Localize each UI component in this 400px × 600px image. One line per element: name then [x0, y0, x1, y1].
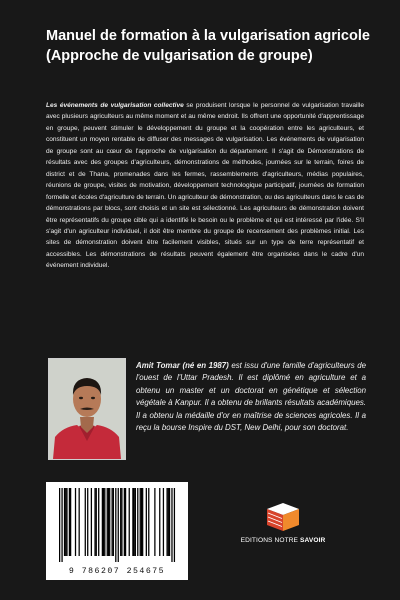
barcode-bar	[129, 488, 130, 556]
barcode-bar	[66, 488, 67, 556]
author-photo	[48, 358, 126, 460]
publisher-name	[232, 537, 334, 544]
barcode-bar	[102, 488, 103, 556]
barcode-bar	[168, 488, 169, 556]
author-bio	[136, 360, 366, 434]
barcode-bar	[174, 488, 175, 562]
barcode-bar	[142, 488, 143, 556]
isbn-number: 9 786207 254675	[68, 567, 166, 576]
barcode-bar	[154, 488, 155, 556]
barcode-bar	[87, 488, 88, 556]
barcode-bar	[169, 488, 170, 556]
barcode-bar	[75, 488, 76, 556]
barcode-bar	[137, 488, 138, 556]
barcode-bar	[112, 488, 113, 556]
barcode-bar	[166, 488, 167, 556]
barcode-bar	[113, 488, 114, 556]
barcode-bar	[61, 488, 62, 562]
description-lead: Les événements de vulgarisation collective	[46, 102, 184, 109]
barcode-bar	[65, 488, 66, 556]
back-cover-description	[46, 100, 364, 272]
barcode-bar	[171, 488, 172, 562]
description-text: se produisent lorsque le personnel de vulgarisation travaille avec plusieurs agriculteurs au même moment et au même endroit. Ils offrent une opportunité d'apprentissage en groupe, peuvent stimuler le développement du groupe et la coopération entre les agriculteurs, et constituent un moyen rentable de diffuser des messages de vulgarisation. Les événements de vulgarisation de groupe sont au cœur de l'approche de vulgarisation du département. Il s'agit de Démonstrations de résultats avec des groupes d'agriculteurs, démonstrations de méthodes, journées sur le terrain, foires de district et de Thana, promenades dans les fermes, rassemblements d'agriculteurs, médias populaires, réunions de groupe, visites de motivation, développement technologique participatif, journées de formation formelle et écoles d'agriculture de terrain. Un agriculteur de démonstration, ou des agriculteurs dans le cas de démonstrations par blocs, sont choisis et un site est sélectionné. Les agriculteurs de démonstration doivent être représentatifs du groupe cible qui a identifié le besoin ou le problème et qui est intéressé par l'idée. S'il s'agit d'un agriculteur individuel, il doit être membre du groupe de recensement des problèmes initial. Les sites de démonstration doivent être facilement visibles, situés sur un type de terre représentatif et accessibles. Les démonstrations de résultats peuvent également être organisées dans le cadre d'un événement individuel.	[46, 102, 364, 270]
barcode-bar	[118, 488, 119, 562]
barcode-bar	[140, 488, 141, 556]
barcode-bar	[115, 488, 116, 562]
barcode-bar	[64, 488, 65, 556]
barcode-bar	[85, 488, 86, 556]
author-bio-text: est issu d'une famille d'agriculteurs de l'ouest de l'Uttar Pradesh. Il est diplômé en agriculture et a obtenu un master et un doctorat en génétique et sélection végétale à Kanpur. Il a obtenu de brillants résultats académiques. Il a obtenu la médaille d'or en maîtrise de sciences agricoles. Il a reçu la bourse Inspire du DST, New Delhi, pour son doctorat.	[136, 361, 366, 433]
barcode-bar	[98, 488, 99, 556]
barcode-bar	[79, 488, 80, 556]
barcode-bar	[133, 488, 134, 556]
books-stack-icon	[265, 499, 301, 533]
barcode-bar	[103, 488, 104, 556]
barcode-bar	[70, 488, 71, 556]
barcode-bar	[107, 488, 108, 556]
barcode-bar	[96, 488, 97, 556]
barcode-bars	[50, 488, 184, 562]
publisher-logo	[232, 493, 334, 553]
publisher-name-prefix: EDITIONS NOTRE	[240, 537, 300, 544]
barcode-bar	[120, 488, 121, 556]
barcode-bar	[108, 488, 109, 556]
barcode-bar	[94, 488, 95, 556]
barcode-bar	[69, 488, 70, 556]
book-title: Manuel de formation à la vulgarisation agricole (Approche de vulgarisation de groupe)	[46, 28, 370, 64]
barcode-bar	[124, 488, 125, 556]
barcode-bar	[104, 488, 105, 556]
barcode-bar	[141, 488, 142, 556]
author-name: Amit Tomar (né en 1987)	[136, 361, 229, 370]
barcode-bar	[121, 488, 122, 556]
barcode-bar	[159, 488, 160, 556]
barcode-bar	[109, 488, 110, 556]
isbn-barcode	[46, 482, 188, 580]
publisher-name-emphasis: SAVOIR	[300, 537, 326, 544]
barcode-bar	[91, 488, 92, 556]
barcode-bar	[132, 488, 133, 556]
barcode-bar	[135, 488, 136, 556]
barcode-bar	[125, 488, 126, 556]
barcode-bar	[59, 488, 60, 562]
barcode-bar	[146, 488, 147, 556]
barcode-bar	[163, 488, 164, 556]
barcode-bar	[148, 488, 149, 556]
